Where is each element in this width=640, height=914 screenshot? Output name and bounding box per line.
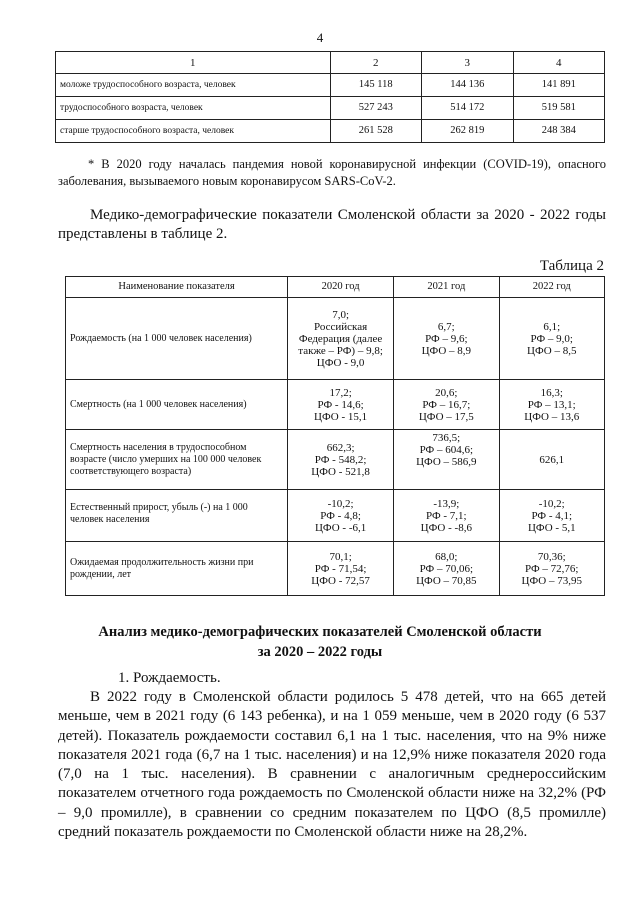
table-row	[66, 380, 605, 430]
value-line: -10,2;	[538, 497, 565, 510]
value-line: ЦФО - 9,0	[316, 356, 365, 369]
value-line: Российская	[314, 320, 368, 333]
value-line: ЦФО – 73,95	[521, 574, 582, 587]
row-label: старше трудоспособного возраста, человек	[56, 120, 331, 143]
value-line: 7,0;	[332, 308, 349, 321]
header-cell: 1	[56, 52, 331, 74]
value-line: ЦФО - -6,1	[314, 521, 367, 534]
value-line: ЦФО – 13,6	[524, 410, 580, 423]
header-cell: 2022 год	[499, 277, 604, 298]
subsection-title: 1. Рождаемость.	[118, 670, 221, 686]
table-row	[66, 490, 605, 542]
cell-value: 527 243	[330, 97, 422, 120]
intro-paragraph: Медико-демографические показатели Смоленской области за 2020 - 2022 годы представлены в таблице 2.	[58, 207, 606, 242]
header-cell: 2021 год	[394, 277, 499, 298]
header-cell: Наименование показателя	[66, 277, 288, 298]
value-line: -10,2;	[327, 497, 354, 510]
indicator-name: Естественный прирост, убыль (-) на 1 000 человек населения	[66, 490, 288, 542]
header-cell: 2	[330, 52, 422, 74]
value-line: РФ – 72,76;	[525, 562, 579, 575]
table-row	[56, 120, 605, 143]
value-line: 626,1	[539, 453, 565, 466]
value-line: 20,6;	[435, 386, 458, 399]
row-label: трудоспособного возраста, человек	[56, 97, 331, 120]
value-line: ЦФО - 15,1	[314, 410, 368, 423]
value-line: ЦФО – 70,85	[416, 574, 477, 587]
cell-value	[394, 542, 499, 596]
value-line: ЦФО – 8,5	[527, 344, 577, 357]
value-line: 736,5;	[432, 432, 461, 444]
value-line: РФ - 4,1;	[531, 509, 573, 522]
header-cell: 4	[513, 52, 605, 74]
value-line: РФ - 14,6;	[317, 398, 364, 411]
section-heading	[0, 622, 640, 662]
cell-value	[288, 380, 394, 430]
cell-value	[288, 298, 394, 380]
cell-value: 144 136	[422, 74, 514, 97]
value-line: ЦФО – 8,9	[421, 344, 472, 357]
value-line: РФ - 71,54;	[314, 562, 367, 575]
value-line: 68,0;	[435, 550, 458, 563]
cell-value: 248 384	[513, 120, 605, 143]
value-line: РФ - 548,2;	[314, 453, 367, 466]
header-cell: 2020 год	[288, 277, 394, 298]
value-line: РФ – 9,0;	[530, 332, 573, 345]
cell-value: 519 581	[513, 97, 605, 120]
cell-value: 514 172	[422, 97, 514, 120]
cell-value	[499, 430, 604, 490]
value-line: РФ - 4,8;	[320, 509, 361, 522]
page-number: 4	[316, 30, 324, 45]
cell-value: 145 118	[330, 74, 422, 97]
indicator-name: Смертность населения в трудоспособном возрасте (число умерших на 100 000 человек соответствующего возраста)	[66, 430, 288, 490]
value-line: ЦФО - 521,8	[311, 465, 370, 478]
footnote: * В 2020 году началась пандемия новой коронавирусной инфекции (COVID-19), опасного заболевания, вызываемого новым коронавирусом SARS-CoV-2.	[58, 157, 606, 188]
table-row	[56, 74, 605, 97]
cell-value	[394, 380, 499, 430]
value-line: РФ - 7,1;	[426, 509, 467, 522]
value-line: РФ – 13,1;	[527, 398, 576, 411]
value-line: ЦФО - 5,1	[527, 521, 576, 534]
cell-value	[499, 380, 604, 430]
table-row	[56, 97, 605, 120]
row-label: моложе трудоспособного возраста, человек	[56, 74, 331, 97]
table-header-row	[66, 277, 605, 298]
value-line: ЦФО – 586,9	[416, 456, 477, 468]
value-line: ЦФО – 17,5	[418, 410, 474, 423]
table-row	[66, 542, 605, 596]
medical-demographic-table	[65, 276, 605, 596]
cell-value	[499, 490, 604, 542]
value-line: РФ – 16,7;	[422, 398, 471, 411]
value-line: 16,3;	[540, 386, 563, 399]
cell-value	[394, 430, 499, 490]
value-line: Федерация (далее	[298, 332, 383, 345]
cell-value	[288, 542, 394, 596]
value-line: 6,7;	[437, 320, 455, 333]
value-line: 70,1;	[329, 550, 352, 563]
value-line: 6,1;	[543, 320, 561, 333]
cell-value: 262 819	[422, 120, 514, 143]
cell-value	[394, 298, 499, 380]
table-header-row	[56, 52, 605, 74]
table-row	[66, 430, 605, 490]
value-line: РФ – 70,06;	[419, 562, 474, 575]
header-cell: 3	[422, 52, 514, 74]
cell-value: 261 528	[330, 120, 422, 143]
cell-value	[499, 298, 604, 380]
table-row	[66, 298, 605, 380]
cell-value	[288, 490, 394, 542]
cell-value	[394, 490, 499, 542]
cell-value	[288, 430, 394, 490]
indicator-name: Смертность (на 1 000 человек населения)	[66, 380, 288, 430]
value-line: 662,3;	[326, 441, 355, 454]
value-line: ЦФО - -8,6	[420, 521, 472, 534]
section-heading-line: за 2020 – 2022 годы	[257, 644, 383, 660]
cell-value: 141 891	[513, 74, 605, 97]
value-line: также – РФ) – 9,8;	[298, 344, 383, 357]
value-line: РФ – 604,6;	[419, 444, 474, 456]
indicator-name: Рождаемость (на 1 000 человек населения)	[66, 298, 288, 380]
section-heading-line: Анализ медико-демографических показателей Смоленской области	[98, 624, 542, 640]
value-line: 17,2;	[329, 386, 352, 399]
value-line: 70,36;	[537, 550, 566, 563]
table-caption: Таблица 2	[539, 258, 604, 274]
body-paragraph: В 2022 году в Смоленской области родилось 5 478 детей, что на 665 детей меньше, чем в 2021 году (6 143 ребенка), и на 1 059 меньше, чем в 2020 году (6 537 детей). Показатель рождаемости составил 6,1 на 1 тыс. населения, что на 9% ниже показателя 2021 года (6,7 на 1 тыс. населения) и на 12,9% ниже показателя 2020 года (7,0 на 1 тыс. населения). В сравнении с аналогичным среднероссийским показателем отчетного года рождаемость по Смоленской области ниже на 32,2% (РФ – 9,0 промилле), в сравнении со средним показателем по ЦФО (8,5 промилле) средний показатель рождаемости по Смоленской области ниже на 28,2%.	[58, 689, 606, 841]
cell-value	[499, 542, 604, 596]
value-line: РФ – 9,6;	[425, 332, 468, 345]
population-table	[55, 51, 605, 143]
value-line: -13,9;	[433, 497, 460, 510]
value-line: ЦФО - 72,57	[311, 574, 370, 587]
indicator-name: Ожидаемая продолжительность жизни при рождении, лет	[66, 542, 288, 596]
